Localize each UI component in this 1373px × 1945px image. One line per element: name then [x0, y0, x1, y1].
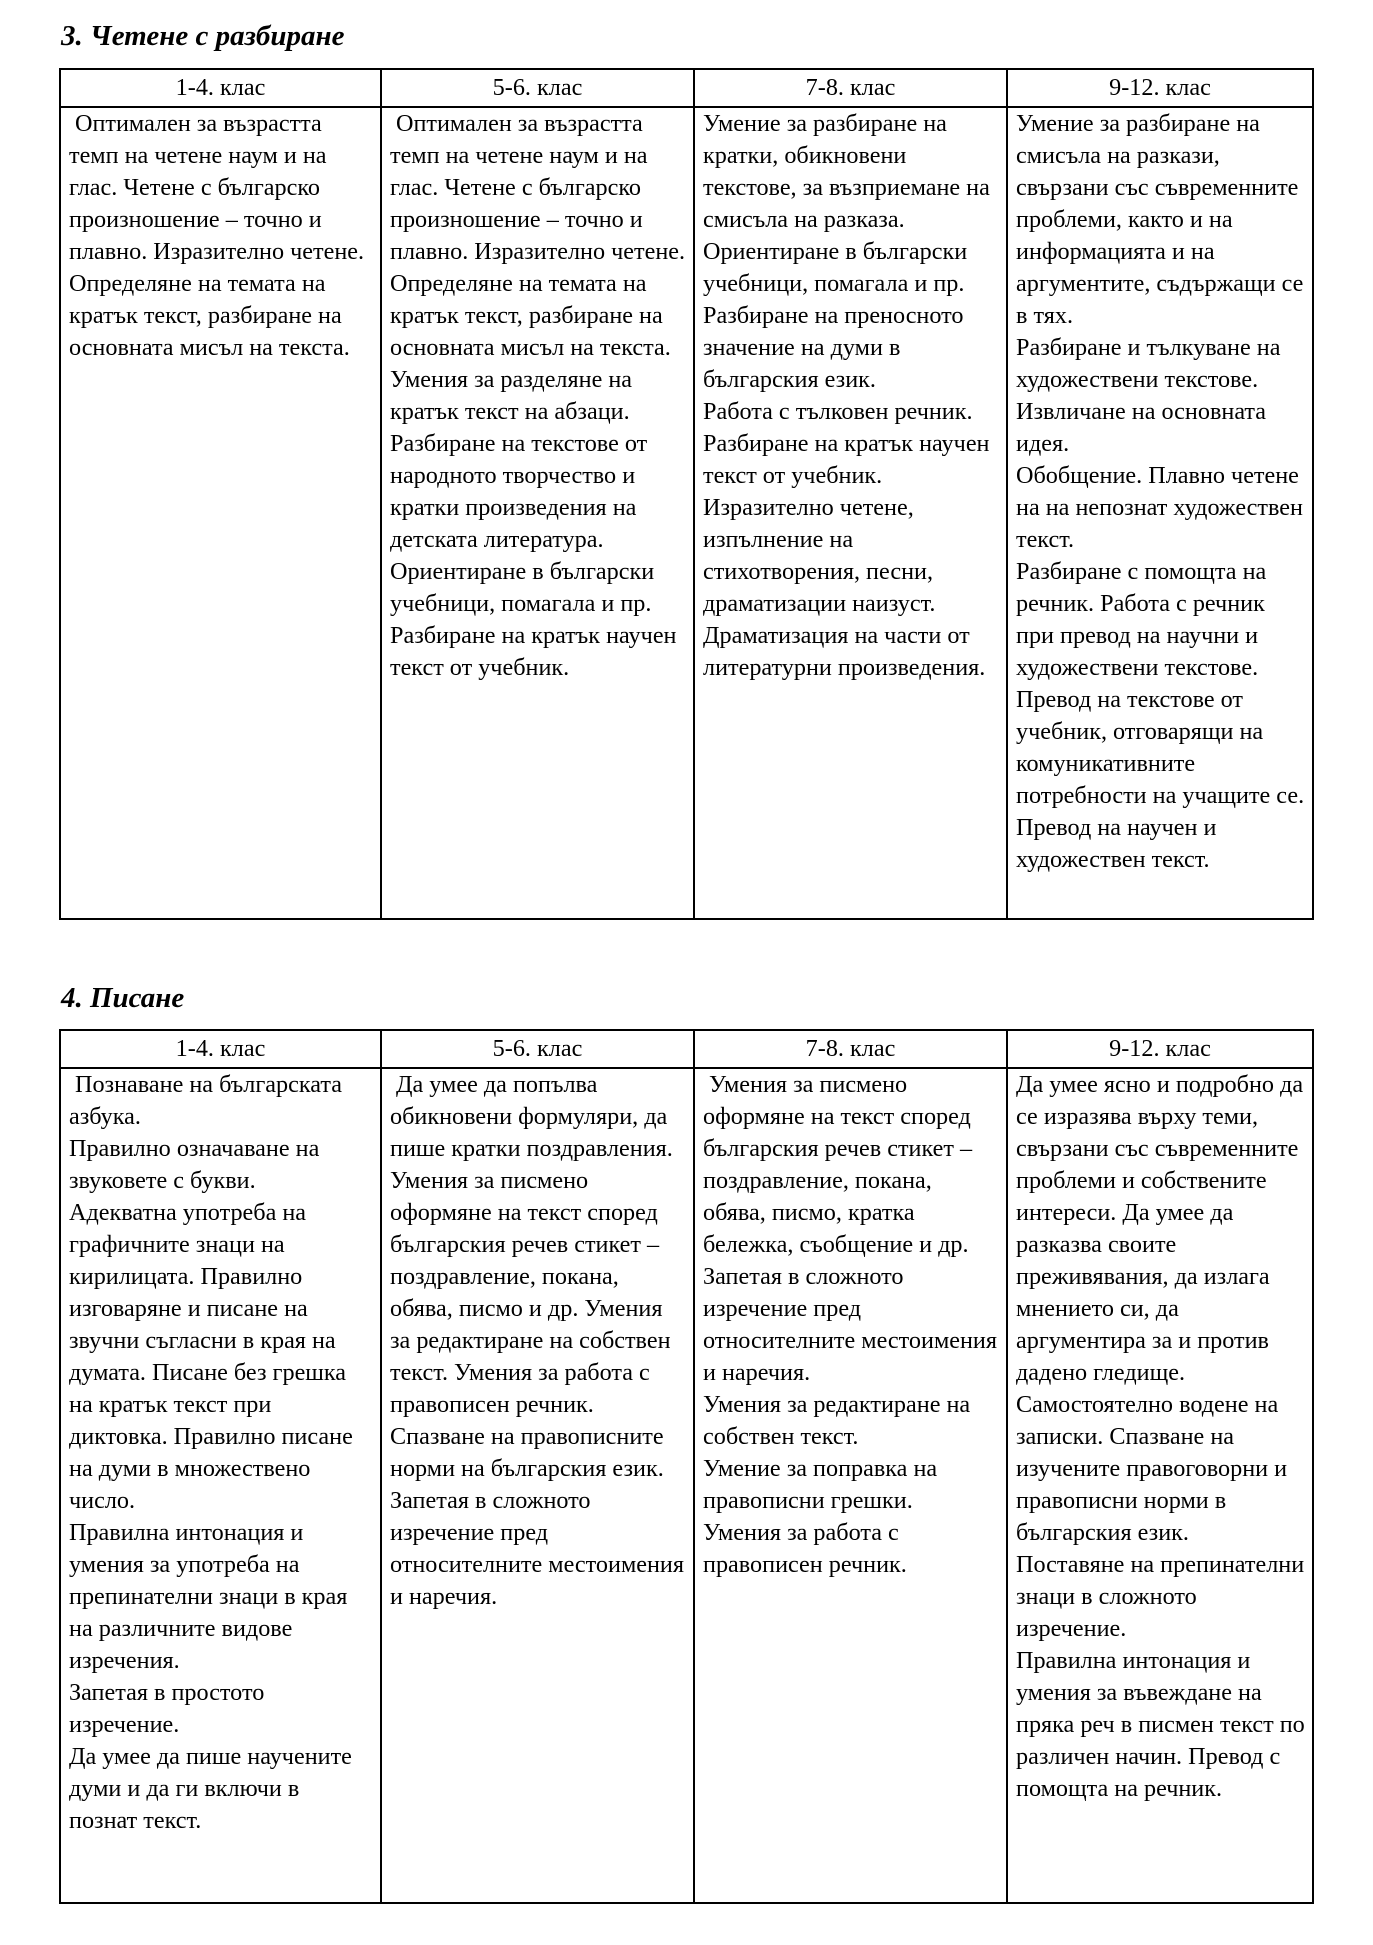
- writing-header-row: [60, 1030, 1313, 1068]
- writing-cell-text: Правилно означаване на звуковете с букви.: [69, 1135, 320, 1194]
- writing-cell-text: Умения за работа с правописен речник.: [703, 1519, 907, 1578]
- writing-cell-text: Правилна интонация и умения за въвеждане на пряка реч в писмен текст по различен начин. Превод с помощта на речник.: [1016, 1647, 1305, 1802]
- writing-cell-text: Умения за редактиране на собствен текст.: [703, 1391, 971, 1450]
- reading-cell-text: Умение за разбиране на кратки, обикновени текстове, за възприемане на смисъла на разказа.: [703, 110, 990, 233]
- reading-header-grade-1-4: 1-4. клас: [60, 69, 381, 107]
- writing-cell-text: Умение за поправка на правописни грешки.: [703, 1455, 938, 1514]
- writing-cell-text: Умения за писмено оформяне на текст според българския речев стикет – поздравление, покана, обява, писмо и др. Умения за редактиране на собствен текст. Умения за работа с правописен речник.: [390, 1167, 671, 1418]
- reading-cell-text: Умение за разбиране на смисъла на разкази, свързани със съвременните проблеми, както и на информацията и на аргументите, съдържащи се в тях.: [1016, 110, 1304, 329]
- writing-cell-text: Самостоятелно водене на записки. Спазване на изучените правоговорни и правописни норми в българския език.: [1016, 1391, 1288, 1546]
- writing-cell-text: Умения за писмено оформяне на текст според българския речев стикет – поздравление, покана, обява, писмо, кратка бележка, съобщение и др. Запетая в сложното изречение пред относителните местоимения и наречия.: [703, 1071, 998, 1386]
- writing-cell-grade-9-12: [1007, 1068, 1313, 1903]
- writing-cell-text: Да умее да пише научените думи и да ги включи в познат текст.: [69, 1743, 352, 1834]
- reading-cell-text: Оптимален за възрастта темп на четене наум и на глас. Четене с българско произношение – точно и плавно. Изразително четене. Определяне на темата на кратък текст, разбиране на основната мисъл на текста.: [69, 110, 365, 361]
- writing-header-grade-7-8: 7-8. клас: [694, 1030, 1007, 1068]
- reading-cell-text: Умения за разделяне на кратък текст на абзаци.: [390, 366, 633, 425]
- reading-header-row: [60, 69, 1313, 107]
- reading-cell-text: Ориентиране в български учебници, помагала и пр.: [703, 238, 968, 297]
- writing-cell-text: Адекватна употреба на графичните знаци на кирилицата. Правилно изговаряне и писане на звучни съгласни в края на думата. Писане без грешка на кратък текст при диктовка. Правилно писане на думи в множествено число.: [69, 1199, 353, 1514]
- reading-cell-text: Разбиране и тълкуване на художествени текстове. Извличане на основната идея.: [1016, 334, 1281, 457]
- writing-header-grade-5-6: 5-6. клас: [381, 1030, 694, 1068]
- writing-cell-text: Запетая в сложното изречение пред относителните местоимения и наречия.: [390, 1487, 685, 1610]
- reading-cell-text: Разбиране на кратък научен текст от учебник.: [390, 622, 677, 681]
- reading-cell-text: Разбиране с помощта на речник. Работа с речник при превод на научни и художествени текстове.: [1016, 558, 1267, 681]
- writing-cell-text: Поставяне на препинателни знаци в сложното изречение.: [1016, 1551, 1305, 1642]
- writing-cell-text: Да умее да попълва обикновени формуляри, да пише кратки поздравления.: [390, 1071, 673, 1162]
- reading-cell-text: Работа с тълковен речник. Разбиране на кратък научен текст от учебник. Изразително четене, изпълнение на стихотворения, песни, драматизации наизуст.: [703, 398, 990, 617]
- writing-section-title: 4. Писане: [61, 982, 185, 1014]
- reading-header-grade-5-6: 5-6. клас: [381, 69, 694, 107]
- writing-cell-text: Спазване на правописните норми на българския език.: [390, 1423, 664, 1482]
- writing-header-grade-1-4: 1-4. клас: [60, 1030, 381, 1068]
- reading-cell-text: Разбиране на преносното значение на думи в българския език.: [703, 302, 964, 393]
- writing-content-row: [60, 1068, 1313, 1903]
- reading-cell-grade-1-4: [60, 107, 381, 919]
- reading-cell-text: Драматизация на части от литературни произведения.: [703, 622, 986, 681]
- writing-cell-grade-7-8: [694, 1068, 1007, 1903]
- reading-header-grade-9-12: 9-12. клас: [1007, 69, 1313, 107]
- reading-table: [59, 68, 1314, 920]
- reading-cell-text: Обобщение. Плавно четене на на непознат художествен текст.: [1016, 462, 1303, 553]
- reading-cell-text: Разбиране на текстове от народното творчество и кратки произведения на детската литература.: [390, 430, 648, 553]
- reading-cell-grade-7-8: [694, 107, 1007, 919]
- writing-cell-text: Познаване на българската азбука.: [69, 1071, 342, 1130]
- reading-cell-text: Оптимален за възрастта темп на четене наум и на глас. Четене с българско произношение – точно и плавно. Изразително четене. Определяне на темата на кратък текст, разбиране на основната мисъл на текста.: [390, 110, 686, 361]
- reading-cell-grade-9-12: [1007, 107, 1313, 919]
- reading-cell-text: Превод на текстове от учебник, отговарящи на комуникативните потребности на учащите се. Превод на научен и художествен текст.: [1016, 686, 1305, 873]
- writing-header-grade-9-12: 9-12. клас: [1007, 1030, 1313, 1068]
- writing-cell-grade-5-6: [381, 1068, 694, 1903]
- reading-cell-grade-5-6: [381, 107, 694, 919]
- writing-cell-text: Да умее ясно и подробно да се изразява върху теми, свързани със съвременните проблеми и собствените интереси. Да умее да разказва своите преживявания, да излага мнението си, да аргументира за и против дадено гледище.: [1016, 1071, 1304, 1386]
- reading-cell-text: Ориентиране в български учебници, помагала и пр.: [390, 558, 655, 617]
- writing-cell-text: Правилна интонация и умения за употреба на препинателни знаци в края на различните видове изречения.: [69, 1519, 348, 1674]
- reading-content-row: [60, 107, 1313, 919]
- reading-header-grade-7-8: 7-8. клас: [694, 69, 1007, 107]
- writing-cell-grade-1-4: [60, 1068, 381, 1903]
- writing-cell-text: Запетая в простото изречение.: [69, 1679, 265, 1738]
- writing-table: [59, 1029, 1314, 1904]
- reading-section-title: 3. Четене с разбиране: [61, 20, 345, 52]
